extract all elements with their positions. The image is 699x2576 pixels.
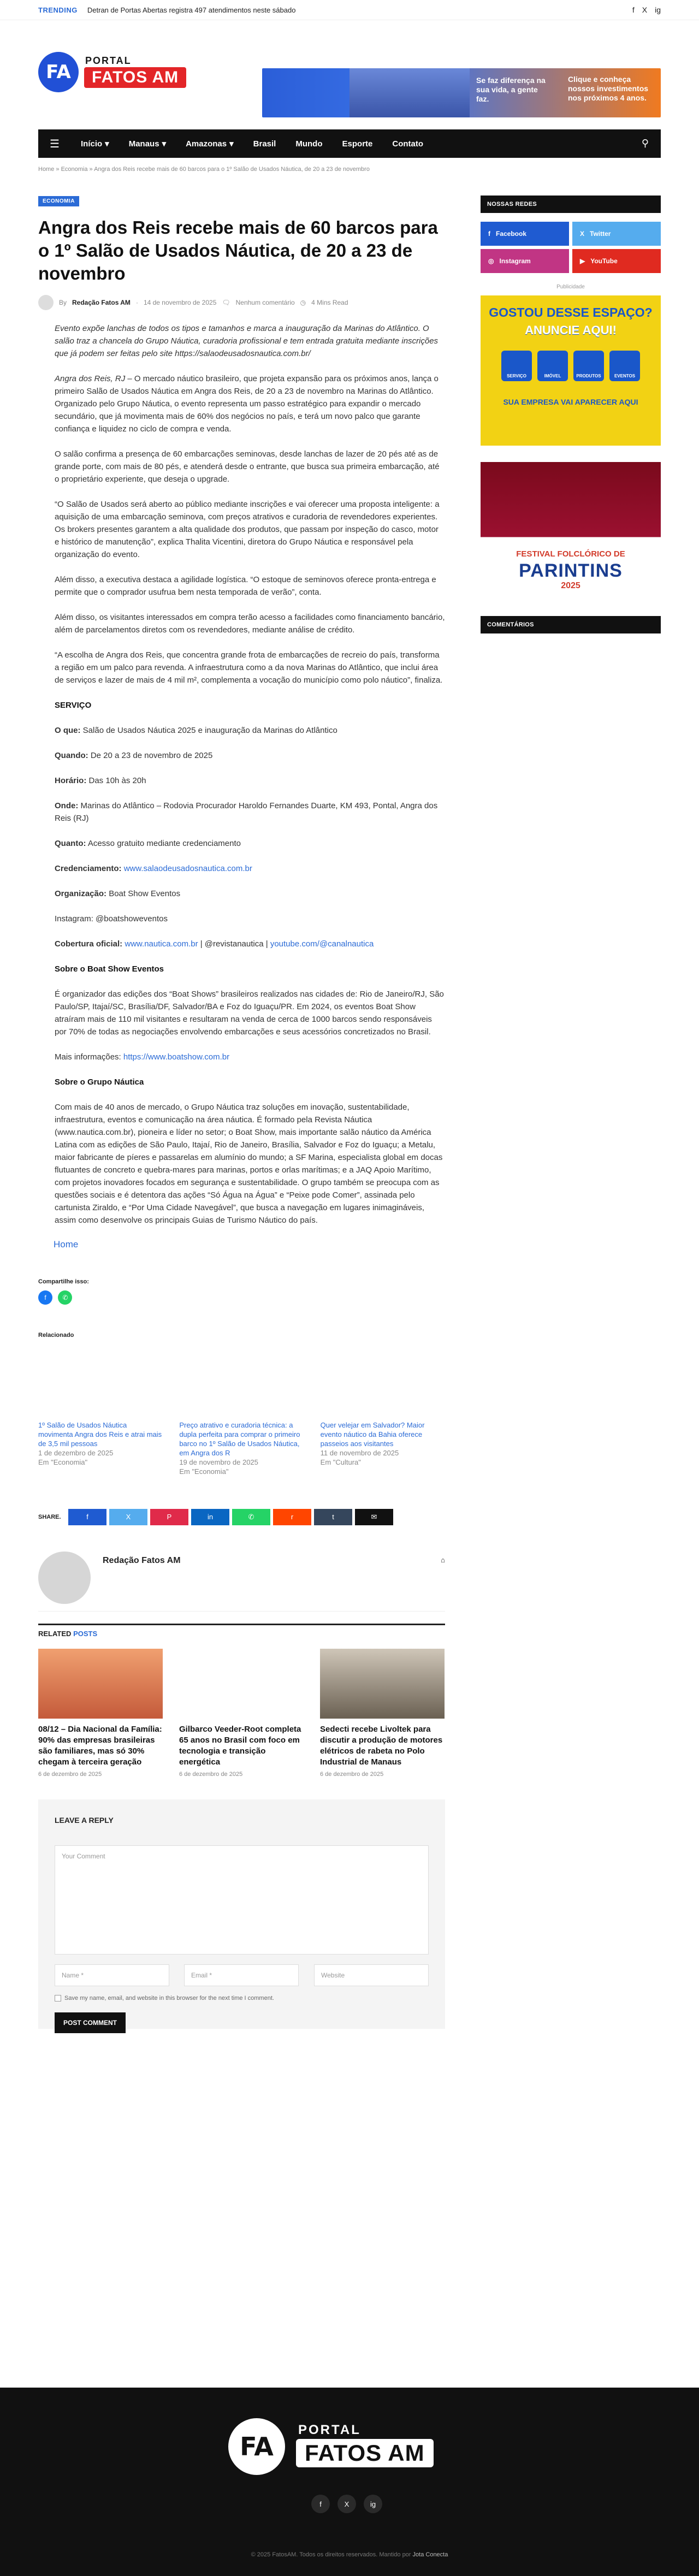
info-value: Boat Show Eventos xyxy=(106,889,181,898)
author-box-name[interactable]: Redação Fatos AM xyxy=(103,1556,181,1565)
author-box-avatar[interactable] xyxy=(38,1551,91,1604)
separator: · xyxy=(135,299,138,306)
instagram-icon[interactable]: ig xyxy=(364,2495,382,2513)
related-post-image[interactable] xyxy=(179,1649,304,1719)
logo-portal-text: PORTAL xyxy=(298,2423,361,2437)
related-post-card[interactable] xyxy=(320,1649,445,1778)
save-info-label: Save my name, email, and website in this browser for the next time I comment. xyxy=(64,1995,274,2001)
servico-heading: SERVIÇO xyxy=(55,701,92,710)
x-share-icon[interactable]: X xyxy=(109,1509,147,1525)
ad-banner-image xyxy=(350,68,470,117)
ad-service-icon: SERVIÇO xyxy=(501,351,532,381)
author-link[interactable]: Redação Fatos AM xyxy=(72,299,131,306)
paragraph: Além disso, a executiva destaca a agilidade logística. “O estoque de seminovos oferece pronta-entrega e permite que o comprador usufrua bem nesta temporada de verão”, conta. xyxy=(55,575,436,597)
info-label: Quando: xyxy=(55,751,88,760)
article-lead: Evento expõe lanchas de todos os tipos e tamanhos e marca a inauguração da Marinas do Atlântico. O salão traz a chancela do Grupo Náutica, curadoria profissional e tem entrada gratuita mediante inscrições que já podem ser feitas pelo site https://salaodeusadosnautica.com.br/ xyxy=(55,324,439,358)
share-bar xyxy=(38,1509,445,1525)
site-footer xyxy=(0,2388,699,2576)
name-input[interactable]: Name * xyxy=(55,1964,169,1986)
author-avatar[interactable] xyxy=(38,295,54,310)
ad-icon-row xyxy=(481,351,661,381)
sidebar-twitter-button[interactable] xyxy=(572,222,661,246)
email-share-icon[interactable]: ✉ xyxy=(355,1509,393,1525)
info-label: Horário: xyxy=(55,776,87,785)
info-value: | @revistanautica | xyxy=(198,939,270,949)
info-instagram: Instagram: @boatshoweventos xyxy=(55,914,168,923)
sidebar-heading-comentarios: COMENTÁRIOS xyxy=(481,616,661,633)
hamburger-menu-icon[interactable]: ☰ xyxy=(50,138,60,150)
heading-part: POSTS xyxy=(73,1630,98,1638)
maker-link[interactable]: Jota Conecta xyxy=(412,2551,448,2558)
social-label: YouTube xyxy=(590,257,618,265)
ad-line: GOSTOU DESSE ESPAÇO? xyxy=(489,305,653,319)
related-cat: Em "Economia" xyxy=(38,1458,88,1466)
nav-item-amazonas[interactable] xyxy=(176,139,244,149)
whatsapp-share-icon[interactable]: ✆ xyxy=(58,1290,72,1305)
heading-part: RELATED xyxy=(38,1630,72,1638)
nav-label: Início xyxy=(81,139,103,149)
ad-events-icon: EVENTOS xyxy=(609,351,640,381)
related-post-title[interactable]: 08/12 – Dia Nacional da Família: 90% das empresas brasileiras são familiares, mas só 30% chegam à terceira geração xyxy=(38,1725,162,1767)
ad-line: 2025 xyxy=(561,581,580,590)
credenciamento-link[interactable]: www.salaodeusadosnautica.com.br xyxy=(123,864,252,873)
sobre-grupo-heading: Sobre o Grupo Náutica xyxy=(55,1077,144,1087)
category-badge[interactable]: ECONOMIA xyxy=(38,196,79,206)
related-post-card[interactable] xyxy=(38,1649,163,1778)
comment-icon: 🗨 xyxy=(222,299,230,306)
linkedin-share-icon[interactable]: in xyxy=(191,1509,229,1525)
related-title[interactable]: 1º Salão de Usados Náutica movimenta Angra dos Reis e atrai mais de 3,5 mil pessoas xyxy=(38,1421,162,1448)
related-posts-heading xyxy=(38,1624,445,1638)
chevron-down-icon: ▾ xyxy=(229,139,234,149)
nav-label: Manaus xyxy=(128,139,159,149)
related-item xyxy=(321,1420,445,1476)
site-header xyxy=(0,20,699,109)
info-quanto xyxy=(55,837,445,850)
chevron-down-icon: ▾ xyxy=(162,139,167,149)
logo-brand-text: FATOS AM xyxy=(84,67,186,88)
facebook-share-icon[interactable]: f xyxy=(68,1509,106,1525)
tumblr-share-icon[interactable]: t xyxy=(314,1509,352,1525)
info-horario xyxy=(55,774,445,787)
comment-textarea[interactable]: Your Comment xyxy=(55,1845,429,1955)
info-label: Quanto: xyxy=(55,839,86,848)
related-item xyxy=(179,1420,304,1476)
ad-banner-text-1: Se faz diferença na sua vida, a gente faz. xyxy=(476,76,546,103)
paragraph: “A escolha de Angra dos Reis, que concentra grande frota de embarcações de recreio do país, transforma a região em um palco para revenda. A infraestrutura como a da nova Marinas do Atlântico, que inclui área de serviços e lazer de mais de 4 mil m², complementa a vocação do município como polo náutico”, finaliza. xyxy=(55,650,443,685)
paragraph: Além disso, os visitantes interessados em compra terão acesso a facilidades como financiamento bancário, além de parcelamentos diretos com os revendedores, mediante análise de crédito. xyxy=(55,613,445,635)
home-link[interactable]: Home xyxy=(54,1239,79,1249)
info-label: Organização: xyxy=(55,889,107,898)
related-post-date: 6 de dezembro de 2025 xyxy=(320,1771,384,1778)
logo-brand-text: FATOS AM xyxy=(296,2439,434,2467)
info-value: Acesso gratuito mediante credenciamento xyxy=(86,839,241,848)
paragraph-text: – O mercado náutico brasileiro, que projeta expansão para os próximos anos, lança o primeiro Salão de Usados Náutica em Angra dos Reis, de 20 a 23 de novembro na Marinas do Atlântico. Organizado pelo Grupo Náutica, o evento representa um passo estratégico para expandir o mercado secundário, que já movimenta mais de 60% dos negócios no país, e terá um novo palco que garante confiança e liquidez no ciclo de compra e venda. xyxy=(55,374,439,434)
clock-icon: ◷ xyxy=(300,299,306,306)
social-label: Facebook xyxy=(496,230,527,238)
trending-headline[interactable]: Detran de Portas Abertas registra 497 atendimentos neste sábado xyxy=(87,5,296,14)
footer-logo[interactable] xyxy=(228,2418,474,2478)
related-date: 1 de dezembro de 2025 xyxy=(38,1449,114,1457)
ad-line: ANUNCIE AQUI! xyxy=(525,323,617,337)
article-main xyxy=(38,196,445,2029)
reply-heading: LEAVE A REPLY xyxy=(55,1816,114,1825)
site-logo[interactable] xyxy=(38,52,213,103)
info-label: Onde: xyxy=(55,801,79,810)
related-list xyxy=(38,1420,445,1476)
save-info-row xyxy=(55,1995,274,2001)
ad-banner-text-2: Clique e conheça nossos investimentos nos próximos 4 anos. xyxy=(568,75,649,102)
copyright xyxy=(0,2551,699,2558)
sidebar-youtube-button[interactable] xyxy=(572,249,661,273)
ad-property-icon: IMÓVEL xyxy=(537,351,568,381)
logo-portal-text: PORTAL xyxy=(85,55,132,66)
sidebar-instagram-button[interactable] xyxy=(481,249,569,273)
info-cobertura xyxy=(55,938,445,950)
article-content xyxy=(55,322,445,1227)
related-post-image[interactable] xyxy=(320,1649,445,1719)
social-label: Instagram xyxy=(499,257,531,265)
facebook-share-icon[interactable]: f xyxy=(38,1290,52,1305)
facebook-icon: f xyxy=(488,230,490,238)
reply-form xyxy=(38,1799,445,2029)
by-label: By xyxy=(59,299,67,306)
info-label: O que: xyxy=(55,726,81,735)
reddit-share-icon[interactable]: r xyxy=(273,1509,311,1525)
whatsapp-share-icon[interactable]: ✆ xyxy=(232,1509,270,1525)
ad-line: PARINTINS xyxy=(519,560,623,581)
nav-item-brasil[interactable]: Brasil xyxy=(253,139,276,149)
instagram-icon: ◎ xyxy=(488,257,494,265)
pinterest-share-icon[interactable]: P xyxy=(150,1509,188,1525)
sidebar xyxy=(481,196,661,633)
paragraph: É organizador das edições dos “Boat Shows” brasileiros realizados nas cidades de: Rio de Janeiro/RJ, São Paulo/SP, Itajaí/SC, Brasília/DF, Salvador/BA e Foz do Iguaçu/PR. Em 2024, os eventos Boat Show atraíram mais de 110 mil visitantes e resultaram na venda de cerca de 1000 barcos sendo responsáveis por 70% de todas as negociações envolvendo embarcações e seus acessórios concretizados no Brasil. xyxy=(55,990,444,1037)
footer-social-icons xyxy=(311,2495,382,2513)
logo-mark: FA xyxy=(228,2418,285,2475)
article-date: 14 de novembro de 2025 xyxy=(143,299,217,306)
website-input[interactable]: Website xyxy=(314,1964,429,1986)
parintins-festival-ad[interactable] xyxy=(481,462,661,599)
advert-label: Publicidade xyxy=(556,284,585,290)
post-comment-button[interactable]: POST COMMENT xyxy=(55,2012,126,2033)
facebook-icon[interactable]: f xyxy=(632,5,635,14)
trending-label: TRENDING xyxy=(38,5,78,14)
article-meta xyxy=(38,295,445,310)
sidebar-facebook-button[interactable] xyxy=(481,222,569,246)
related-post-date: 6 de dezembro de 2025 xyxy=(179,1771,243,1778)
nav-item-mundo[interactable]: Mundo xyxy=(295,139,323,149)
comments-link[interactable]: Nenhum comentário xyxy=(235,299,295,306)
nautica-link[interactable]: www.nautica.com.br xyxy=(125,939,198,949)
info-quando xyxy=(55,749,445,762)
info-label: Mais informações: xyxy=(55,1052,123,1062)
info-value: Das 10h às 20h xyxy=(86,776,146,785)
info-o-que xyxy=(55,724,445,737)
info-value: Salão de Usados Náutica 2025 e inauguração da Marinas do Atlântico xyxy=(80,726,337,735)
sidebar-heading-redes: NOSSAS REDES xyxy=(481,196,661,213)
sidebar-socials xyxy=(481,222,661,273)
nav-item-manaus[interactable] xyxy=(119,139,176,149)
main-nav xyxy=(38,129,661,158)
chevron-down-icon: ▾ xyxy=(105,139,109,149)
related-cat: Em "Economia" xyxy=(179,1467,229,1476)
search-icon[interactable]: ⚲ xyxy=(641,138,649,149)
instagram-icon[interactable]: ig xyxy=(655,5,661,14)
related-label: Relacionado xyxy=(38,1332,74,1339)
related-cat: Em "Cultura" xyxy=(320,1458,361,1466)
facebook-icon[interactable]: f xyxy=(311,2495,330,2513)
article-title: Angra dos Reis recebe mais de 60 barcos para o 1º Salão de Usados Náutica, de 20 a 23 de novembro xyxy=(38,217,438,283)
related-title[interactable]: Quer velejar em Salvador? Maior evento náutico da Bahia oferece passeios aos visitantes xyxy=(320,1421,425,1448)
x-icon: X xyxy=(580,230,585,238)
ad-products-icon: PRODUTOS xyxy=(573,351,604,381)
dateline: Angra dos Reis, RJ xyxy=(55,374,126,383)
info-value: Marinas do Atlântico – Rodovia Procurador Haroldo Fernandes Duarte, KM 493, Pontal, Angra dos Reis (RJ) xyxy=(55,801,438,823)
sobre-boatshow-heading: Sobre o Boat Show Eventos xyxy=(55,964,164,974)
related-post-image[interactable] xyxy=(38,1649,163,1719)
related-posts-grid xyxy=(38,1649,445,1778)
related-item xyxy=(38,1420,163,1476)
top-social-icons xyxy=(632,5,661,14)
share-small xyxy=(38,1278,445,1305)
nav-label: Amazonas xyxy=(186,139,227,149)
youtube-link[interactable]: youtube.com/@canalnautica xyxy=(270,939,374,949)
info-label: Credenciamento: xyxy=(55,864,122,873)
mais-info xyxy=(55,1051,445,1063)
related-post-date: 6 de dezembro de 2025 xyxy=(38,1771,102,1778)
save-info-checkbox[interactable] xyxy=(55,1995,61,2001)
info-label: Cobertura oficial: xyxy=(55,939,123,949)
header-ad-banner[interactable] xyxy=(262,68,661,117)
boatshow-link[interactable]: https://www.boatshow.com.br xyxy=(123,1052,230,1062)
x-icon[interactable]: X xyxy=(337,2495,356,2513)
logo-mark: FA xyxy=(38,52,79,92)
share-bar-label: SHARE. xyxy=(38,1514,61,1520)
youtube-icon: ▶ xyxy=(580,257,585,265)
paragraph xyxy=(55,372,445,435)
paragraph: “O Salão de Usados será aberto ao público mediante inscrições e vai oferecer uma proposta inteligente: a aquisição de uma embarcação seminova, com preços atrativos e curadoria de revendedores experientes. Os brokers presentes garantem a alta qualidade dos produtos, que passam por inspeção do casco, motor e histórico de manutenção”, explica Thalita Vicentini, diretora do Grupo Náutica e responsável pela organização do evento. xyxy=(55,500,440,559)
info-value: De 20 a 23 de novembro de 2025 xyxy=(88,751,213,760)
paragraph: O salão confirma a presença de 60 embarcações seminovas, desde lanchas de lazer de 20 pés até as de grande porte, com mais de 80 pés, e atenderá desde o entrante, que busca sua primeira embarcação, até o proprietário experiente, que deseja o upgrade. xyxy=(55,449,440,484)
breadcrumb[interactable]: Home » Economia » Angra dos Reis recebe mais de 60 barcos para o 1º Salão de Usados Náutica, de 20 a 23 de novembro xyxy=(38,166,370,173)
read-time: 4 Mins Read xyxy=(311,299,348,306)
paragraph: Com mais de 40 anos de mercado, o Grupo Náutica traz soluções em inovação, sustentabilidade, infraestrutura, eventos e comunicação na área náutica. É formado pela Revista Náutica (www.nautica.com.br), pioneira e líder no setor; o Boat Show, mais importante salão náutico da América Latina com as edições de São Paulo, Itajaí, Rio de Janeiro, Brasília, Salvador e Foz do Iguaçu; a Metalu, maior fabricante de píeres e passarelas em alumínio do mundo; a SF Marina, especialista global em docas flutuantes de concreto e quebra-mares para marinas, portos e orlas marítimas; e a JAQ Apoio Marítimo, com projetos inovadores focados em segurança e sustentabilidade. O grupo também se preocupa com as questões sociais e é detentora das ações “Só Água na Água” e “Peixe pode Comer”, assinada pelo cartunista Ziraldo, e “Por Uma Cidade Navegável”, que busca a navegação em lugares inimagináveis, assim como desenvolve os principais Guias de Turismo Náutico do país. xyxy=(55,1103,443,1225)
social-label: Twitter xyxy=(590,230,611,238)
ad-line: SUA EMPRESA VAI APARECER AQUI xyxy=(503,398,638,406)
related-post-title[interactable]: Gilbarco Veeder-Root completa 65 anos no Brasil com foco em tecnologia e transição energética xyxy=(179,1725,301,1767)
related-date: 19 de novembro de 2025 xyxy=(179,1458,258,1466)
advertise-here-ad[interactable] xyxy=(481,295,661,446)
top-bar xyxy=(0,0,699,20)
info-credenciamento xyxy=(55,862,445,875)
email-input[interactable]: Email * xyxy=(184,1964,299,1986)
related-post-card[interactable] xyxy=(179,1649,304,1778)
related-title[interactable]: Preço atrativo e curadoria técnica: a dupla perfeita para comprar o primeiro barco no 1º Salão de Usados Náutica, em Angra dos R xyxy=(179,1421,300,1457)
info-organizacao xyxy=(55,887,445,900)
related-post-title[interactable]: Sedecti recebe Livoltek para discutir a produção de motores elétricos de rabeta no Polo Industrial de Manaus xyxy=(320,1725,443,1767)
related-date: 11 de novembro de 2025 xyxy=(320,1449,399,1457)
author-box xyxy=(38,1551,445,1612)
info-onde xyxy=(55,800,445,825)
nav-item-esporte[interactable]: Esporte xyxy=(342,139,373,149)
home-icon[interactable]: ⌂ xyxy=(441,1556,445,1564)
nav-item-contato[interactable]: Contato xyxy=(392,139,424,149)
x-icon[interactable]: X xyxy=(642,5,648,14)
ad-line: FESTIVAL FOLCLÓRICO DE xyxy=(516,549,625,559)
copyright-text: © 2025 FatosAM. Todos os direitos reservados. Mantido por xyxy=(251,2551,411,2558)
share-small-label: Compartilhe isso: xyxy=(38,1278,89,1285)
nav-item-inicio[interactable] xyxy=(71,139,119,149)
